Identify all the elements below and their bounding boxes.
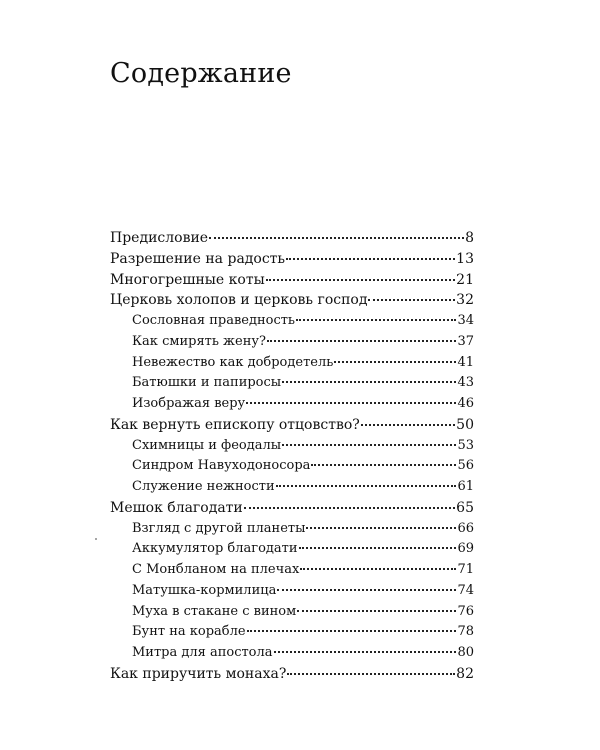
toc-page-number: 76	[457, 603, 474, 619]
dot-leader	[247, 629, 457, 632]
toc-entry	[110, 664, 474, 685]
toc-page-number: 34	[457, 313, 474, 328]
toc-subentry	[110, 539, 474, 560]
toc-entry	[110, 415, 474, 436]
toc-page-number: 37	[457, 333, 474, 349]
dot-leader	[282, 380, 456, 383]
dot-leader	[311, 463, 456, 466]
toc-page-number: 32	[456, 292, 474, 309]
dot-leader	[267, 339, 456, 342]
toc-entry-title: Многогрешные коты	[110, 271, 265, 288]
dot-leader	[296, 318, 456, 321]
toc-subentry	[110, 477, 474, 498]
toc-page-number: 65	[456, 499, 474, 516]
toc-entry-title: Как смирять жену?	[132, 333, 266, 349]
toc-subentry	[110, 394, 474, 415]
toc-entry-title: С Монбланом на плечах	[132, 562, 300, 577]
toc-entry-title: Изображая веру	[132, 396, 246, 411]
toc-page-number: 74	[457, 582, 474, 598]
dot-leader	[244, 506, 455, 509]
dot-leader	[306, 526, 456, 529]
toc-page-number: 71	[457, 562, 474, 577]
toc-page-number: 50	[456, 416, 474, 433]
toc-entry-title: Сословная праведность	[132, 313, 296, 328]
toc-entry-title: Как приручить монаха?	[110, 665, 287, 682]
dot-leader	[300, 567, 456, 570]
toc-page-number: 82	[456, 665, 474, 682]
toc-subentry	[110, 373, 474, 394]
toc-page-number: 8	[465, 230, 474, 246]
toc-entry	[110, 249, 474, 270]
toc-page-number: 61	[457, 479, 474, 494]
toc-entry-title: Матушка-кормилица	[132, 582, 277, 598]
dot-leader	[334, 360, 456, 363]
dot-leader	[266, 278, 455, 281]
toc-subentry	[110, 456, 474, 477]
toc-page-number: 66	[457, 520, 474, 536]
toc-page-number: 21	[456, 271, 474, 288]
toc-page-number: 69	[457, 541, 474, 557]
toc-entry-title: Мешок благодати	[110, 499, 243, 516]
page-title: Содержание	[110, 58, 292, 89]
dot-leader	[277, 588, 456, 591]
toc-entry-title: Бунт на корабле	[132, 624, 246, 640]
toc-subentry	[110, 643, 474, 664]
toc-subentry	[110, 581, 474, 602]
toc-subentry	[110, 332, 474, 353]
dot-leader	[299, 546, 457, 549]
toc-page-number: 13	[456, 250, 474, 267]
toc-entry-title: Невежество как добродетель	[132, 354, 334, 370]
toc-entry-title: Как вернуть епископу отцовство?	[110, 416, 360, 433]
dot-leader	[368, 298, 455, 301]
toc-entry-title: Муха в стакане с вином	[132, 603, 297, 619]
toc-page-number: 41	[457, 354, 474, 370]
dot-leader	[286, 257, 455, 260]
toc-entry-title: Аккумулятор благодати	[132, 541, 298, 557]
toc-entry	[110, 290, 474, 311]
toc-entry-title: Служение нежности	[132, 479, 275, 494]
toc-entry-title: Церковь холопов и церковь господ	[110, 292, 368, 309]
toc-entry-title: Схимницы и феодалы	[132, 437, 282, 453]
toc-subentry	[110, 436, 474, 457]
toc-entry-title: Синдром Навуходоносора	[132, 458, 311, 474]
toc-subentry	[110, 311, 474, 332]
dot-leader	[246, 401, 456, 404]
toc-entry	[110, 228, 474, 249]
toc-subentry	[110, 519, 474, 540]
toc-page-number: 46	[457, 396, 474, 411]
toc-subentry	[110, 622, 474, 643]
toc-entry-title: Митра для апостола	[132, 645, 273, 660]
toc-entry	[110, 270, 474, 291]
toc-entry-title: Батюшки и папиросы	[132, 375, 282, 391]
toc-page-number: 78	[457, 624, 474, 640]
toc-entry-title: Разрешение на радость	[110, 250, 286, 267]
toc-page-number: 53	[457, 437, 474, 453]
dot-leader	[209, 236, 464, 239]
toc-page-number: 80	[457, 645, 474, 660]
toc-subentry	[110, 602, 474, 623]
dot-leader	[361, 423, 455, 426]
dot-leader	[276, 484, 457, 487]
toc-subentry	[110, 560, 474, 581]
toc-entry	[110, 498, 474, 519]
dot-leader	[287, 672, 455, 675]
toc-subentry	[110, 353, 474, 374]
print-speck	[95, 538, 97, 540]
dot-leader	[297, 609, 456, 612]
dot-leader	[274, 650, 457, 653]
toc-page-number: 56	[457, 458, 474, 474]
toc-page-number: 43	[457, 375, 474, 391]
table-of-contents	[110, 228, 474, 685]
toc-entry-title: Предисловие	[110, 230, 209, 246]
dot-leader	[282, 443, 456, 446]
toc-entry-title: Взгляд с другой планеты	[132, 520, 306, 536]
